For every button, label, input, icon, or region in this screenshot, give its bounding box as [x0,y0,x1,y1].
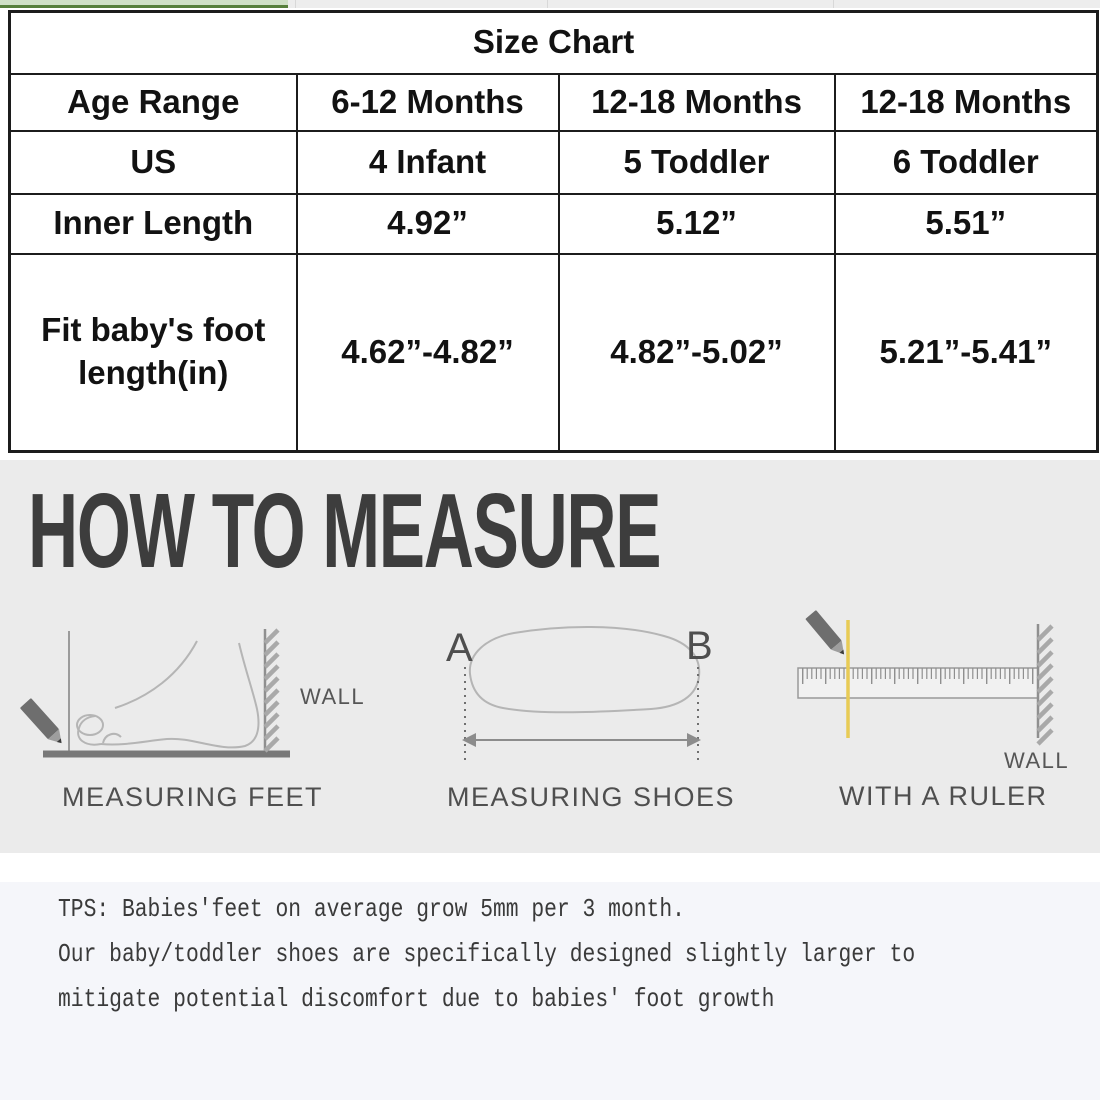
table-row-us-size [10,131,1098,194]
pencil-icon [805,610,849,659]
green-progress-bar [0,0,288,8]
row-label-cell: Fit baby's foot length(in) [10,254,297,452]
value-cell: 4.92” [297,194,559,254]
how-to-measure-panel [0,460,1100,853]
point-a-label: A [446,626,473,670]
row-label-cell: Age Range [10,74,297,131]
diagram-caption: MEASURING SHOES [447,782,736,812]
value-cell: 4 Infant [297,131,559,194]
grid-separator [833,0,834,8]
value-cell: 12-18 Months [835,74,1098,131]
ruler-icon [798,668,1038,698]
wall-hatch-icon [265,629,278,751]
diagram-caption: MEASURING FEET [62,782,324,812]
value-cell: 6 Toddler [835,131,1098,194]
wall-hatch-icon [1038,624,1052,744]
size-chart-title: Size Chart [10,12,1098,74]
wall-label: WALL [1004,748,1070,773]
foot-outline [77,641,259,747]
value-cell: 6-12 Months [297,74,559,131]
table-row-inner-length [10,194,1098,254]
pencil-icon [20,698,67,748]
value-cell: 4.62”-4.82” [297,254,559,452]
value-cell: 5.12” [559,194,835,254]
table-row-age-range [10,74,1098,131]
tips-panel [0,882,1100,1100]
value-cell: 12-18 Months [559,74,835,131]
grid-separator [295,0,296,8]
value-cell: 5.51” [835,194,1098,254]
length-arrow-icon [462,733,701,747]
shoe-sole-outline [470,627,699,712]
tip-line: Our baby/toddler shoes are specifically designed slightly larger to [58,939,916,969]
value-cell: 5 Toddler [559,131,835,194]
tip-line: mitigate potential discomfort due to babies' foot growth [58,984,775,1014]
point-b-label: B [686,624,713,668]
ruler-diagram [780,598,1080,758]
grid-separator [547,0,548,8]
tip-line: TPS: Babies'feet on average grow 5mm per 3 month. [58,894,685,924]
diagram-caption: WITH A RULER [839,781,1048,811]
row-label-cell: US [10,131,297,194]
value-cell: 5.21”-5.41” [835,254,1098,452]
top-strip [0,0,1100,8]
row-label-cell: Inner Length [10,194,297,254]
wall-label: WALL [300,684,366,709]
table-row-foot-length [10,254,1098,452]
how-to-measure-heading: HOW TO MEASURE [28,472,661,590]
size-chart-table [8,10,1099,453]
value-cell: 4.82”-5.02” [559,254,835,452]
